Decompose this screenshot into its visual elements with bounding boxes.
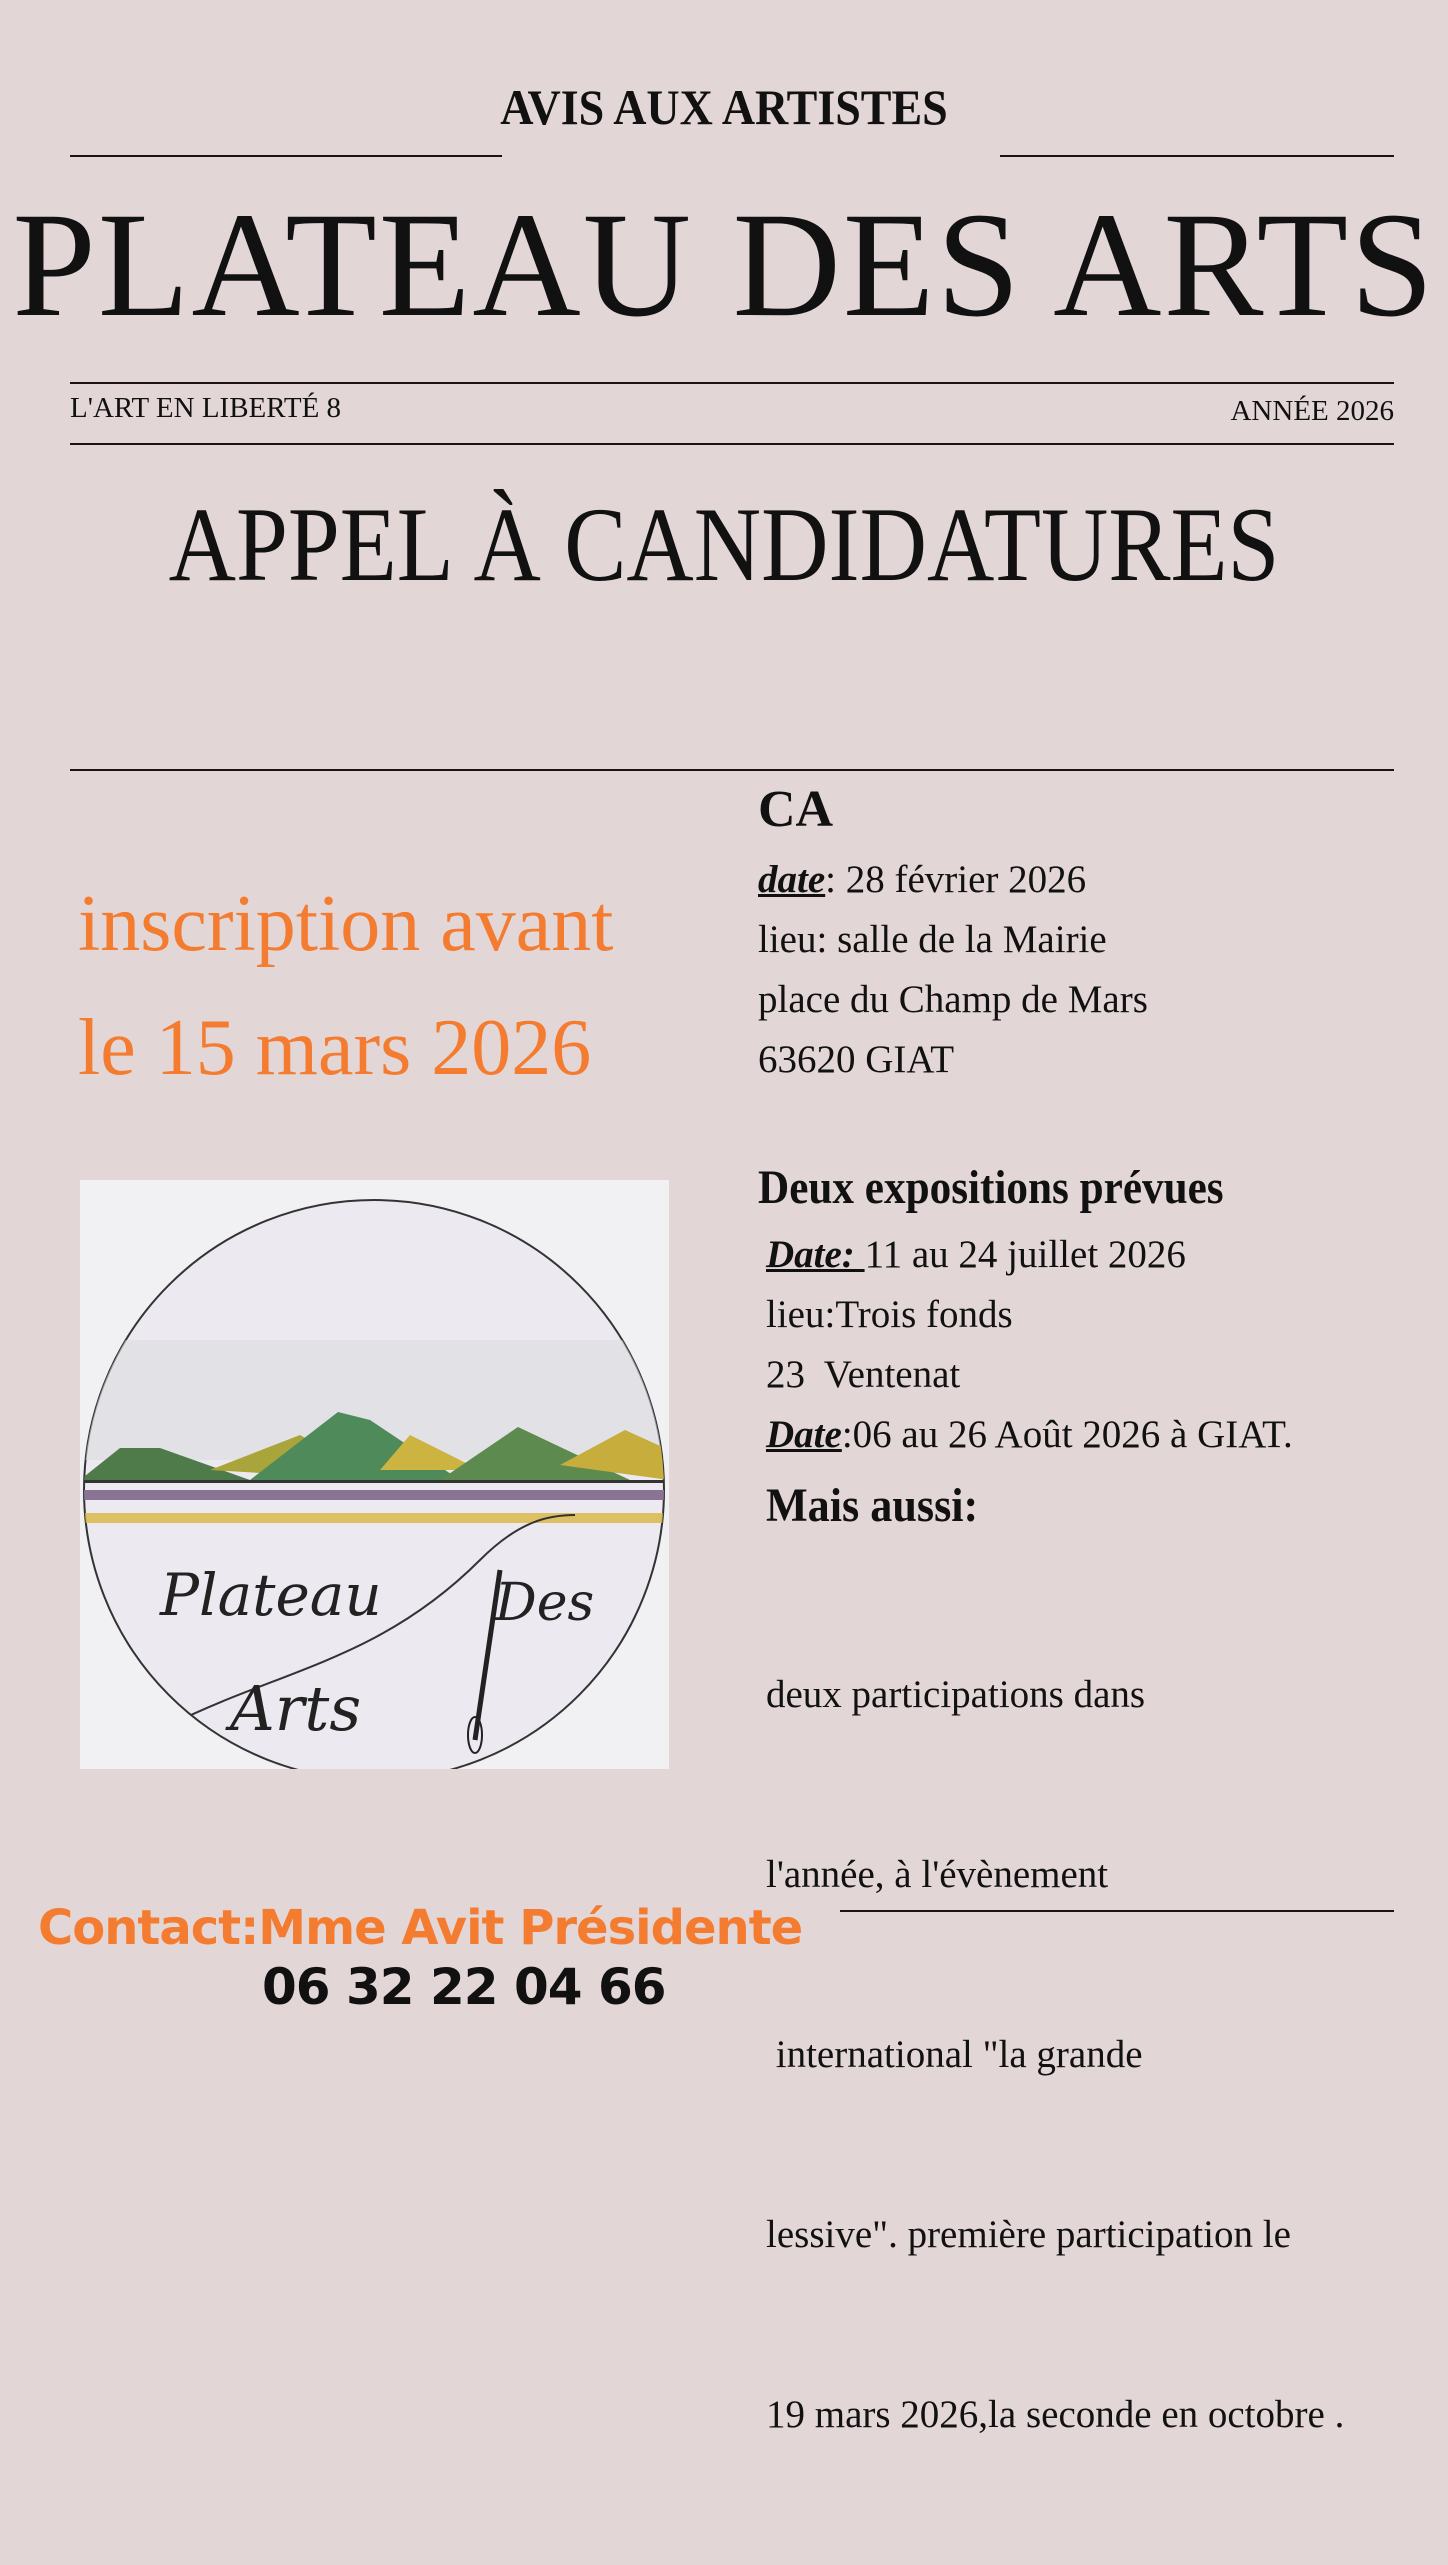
logo-illustration-icon [80,1180,669,1769]
divider [840,1910,1394,1912]
edition-label: L'ART EN LIBERTÉ 8 [70,392,342,424]
headline: APPEL À CANDIDATURES [168,486,1280,603]
divider [70,769,1394,771]
ca-line: place du Champ de Mars [758,978,1148,1021]
aussi-heading: Mais aussi: [766,1479,979,1532]
ca-date [758,850,1148,910]
logo-image [80,1180,669,1769]
contact-phone: 06 32 22 04 66 [262,1958,666,2016]
kicker: AVIS AUX ARTISTES [500,79,948,135]
expo2-date-value: :06 au 26 Août 2026 à GIAT. [841,1413,1293,1456]
svg-text:Arts: Arts [230,1672,362,1745]
svg-text:Des: Des [495,1573,595,1633]
deadline [78,862,613,1110]
aussi-line: lessive". première participation le [766,2213,1291,2256]
aussi-line: deux participations dans [766,1673,1146,1716]
aussi-body [766,1545,1344,2565]
expositions-details [766,1225,1293,1465]
divider [70,443,1394,445]
divider [70,382,1394,384]
expo1-date-value: 11 au 24 juillet 2026 [864,1233,1186,1276]
ca-date-value: : 28 février 2026 [825,858,1087,901]
ca-details [758,850,1148,1090]
aussi-line: 19 mars 2026,la seconde en octobre . [766,2393,1345,2436]
aussi-line: international "la grande [766,2033,1143,2076]
divider [1000,155,1394,157]
year-label: ANNÉE 2026 [1230,395,1394,427]
aussi-line: l'année, à l'évènement [766,1853,1109,1896]
ca-date-label: date [758,858,826,901]
expo1-town: 23 Ventenat [766,1353,961,1396]
expositions-heading: Deux expositions prévues [758,1161,1224,1214]
expo1-date-label: Date: [766,1233,865,1276]
svg-text:Plateau: Plateau [160,1561,382,1629]
ca-line: 63620 GIAT [758,1038,955,1081]
divider [70,155,502,157]
deadline-line1: inscription avant [78,880,614,968]
ca-line: lieu: salle de la Mairie [758,918,1107,961]
ca-heading: CA [758,781,834,838]
expo1-place: lieu:Trois fonds [766,1293,1013,1336]
expo2-date-label: Date [766,1413,842,1456]
contact-label: Contact:Mme Avit Présidente [38,1900,803,1956]
deadline-line2: le 15 mars 2026 [78,1004,592,1092]
masthead-title: PLATEAU DES ARTS [12,182,1436,348]
